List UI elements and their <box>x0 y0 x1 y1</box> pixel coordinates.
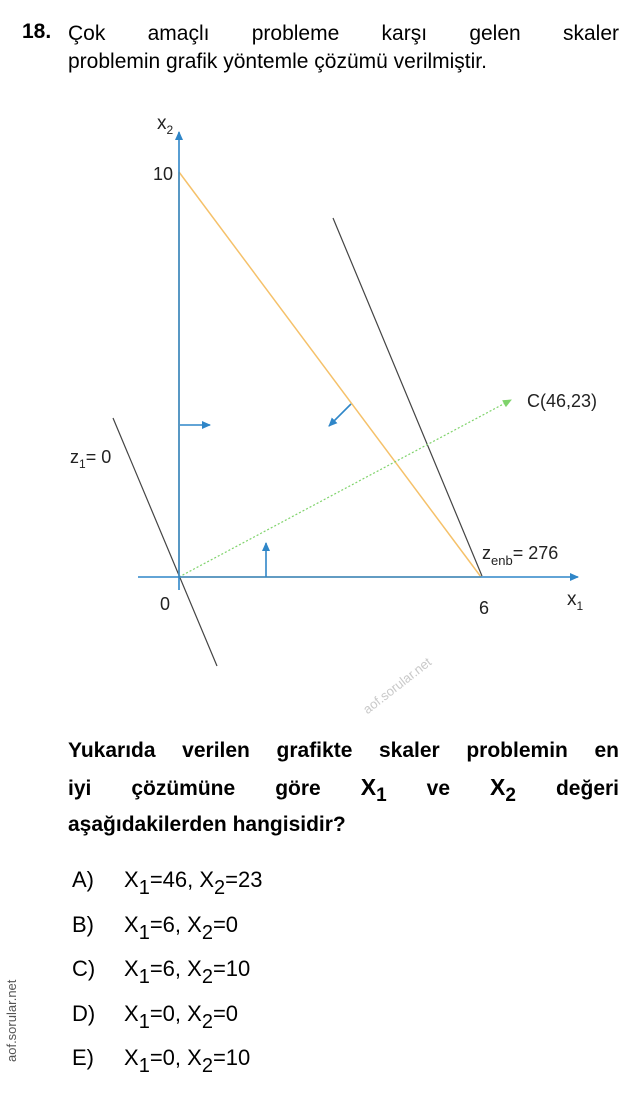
z1-zero-label: $z_1= 0$ <box>70 447 112 471</box>
side-watermark: aof.sorular.net <box>4 979 19 1062</box>
level-line-z1-zero <box>113 418 217 666</box>
point-c-label: C(46,23) <box>527 391 598 411</box>
option-b[interactable]: B) $X_1=6$, $X_2=0$ <box>72 911 239 944</box>
origin-label: 0 <box>160 594 171 614</box>
option-a[interactable]: A) $X_1=46$, $X_2=23$ <box>72 867 263 899</box>
x1-axis-label: $x_1$ <box>567 589 584 613</box>
x-tick-6: 6 <box>479 598 490 618</box>
y-tick-10: 10 <box>153 164 174 184</box>
constraint-hypotenuse <box>179 172 481 577</box>
prompt-line-3: aşağıdakilerden hangisidir? <box>68 813 346 836</box>
option-d[interactable]: D) $X_1=0$, $X_2=0$ <box>72 1000 239 1033</box>
level-line-zenb <box>333 218 482 576</box>
stem-line-2: problemin grafik yöntemle çözümü verilmiştir. <box>68 50 487 73</box>
question-prompt <box>68 733 619 843</box>
stem-line-1: Çok amaçlı probleme karşı gelen skaler <box>68 22 619 45</box>
x2-axis-label: $x_2$ <box>157 113 174 137</box>
option-e[interactable]: E) $X_1=0$, $X_2=10$ <box>72 1045 251 1077</box>
feasible-arrow-inward <box>329 404 351 426</box>
answer-options <box>72 858 263 1081</box>
center-watermark: aof.sorular.net <box>360 654 435 717</box>
prompt-line-2: iyi çözümüne göre $X_1$ ve $X_2$ değeri <box>68 774 620 806</box>
prompt-line-1: Yukarıda verilen grafikte skaler problemin en <box>68 739 619 762</box>
zenb-label: $z_{enb}= 276$ <box>482 543 559 568</box>
question-number: 18. <box>22 20 52 43</box>
option-c[interactable]: C) $X_1=6$, $X_2=10$ <box>72 956 251 988</box>
